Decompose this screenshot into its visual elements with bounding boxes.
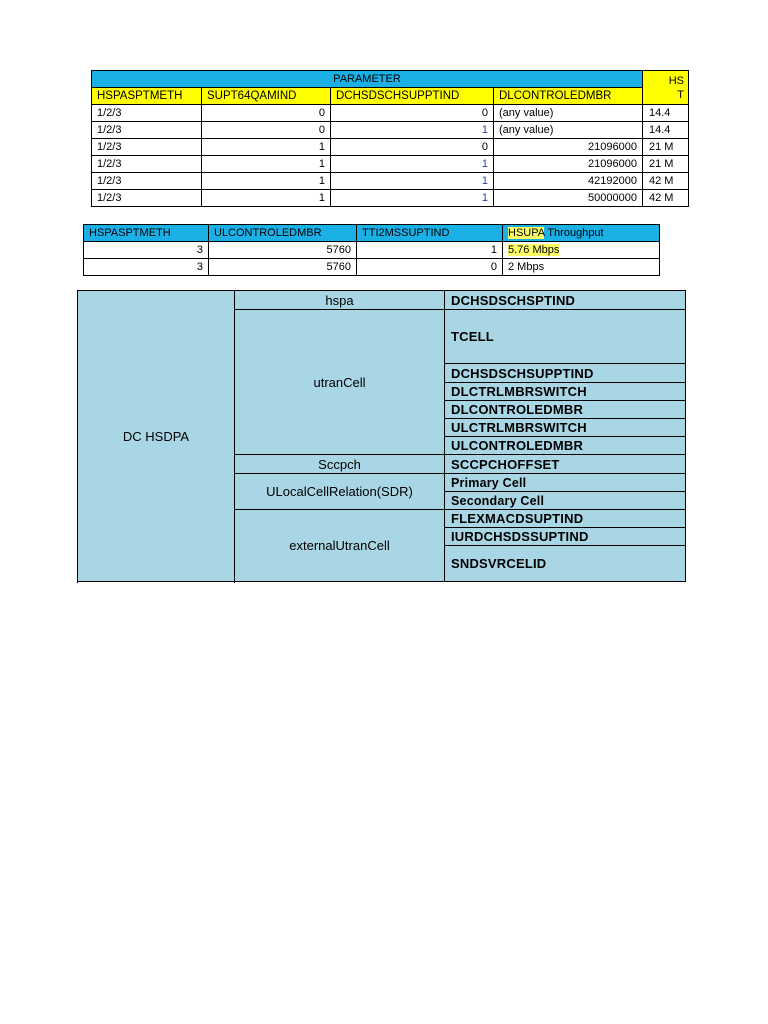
cell: 2 Mbps [503, 259, 660, 276]
cell [503, 242, 660, 259]
cell: 1 [357, 242, 503, 259]
cell: 1 [331, 156, 494, 173]
cell: 1/2/3 [92, 105, 202, 122]
cell: 1 [331, 122, 494, 139]
parameter-table [91, 70, 689, 207]
object-label: externalUtranCell [235, 510, 445, 582]
throughput-label: Throughput [544, 226, 604, 239]
col-header: HSPASPTMETH [84, 225, 209, 242]
cell: 0 [331, 139, 494, 156]
feature-label: DC HSDPA [78, 291, 235, 582]
cell: 1 [202, 139, 331, 156]
param-cell: TCELL [445, 310, 686, 364]
throughput-header-top: HS [668, 74, 684, 87]
col-header: TTI2MSSUPTIND [357, 225, 503, 242]
object-label: ULocalCellRelation(SDR) [235, 474, 445, 510]
cell: 0 [357, 259, 503, 276]
object-label: Sccpch [235, 455, 445, 474]
col-header: HSPASPTMETH [92, 88, 202, 105]
cell: 1 [331, 190, 494, 207]
cell: 42 M [643, 190, 689, 207]
cell: 3 [84, 259, 209, 276]
param-cell: DLCTRLMBRSWITCH [445, 383, 686, 401]
param-cell: FLEXMACDSUPTIND [445, 510, 686, 528]
cell: 1/2/3 [92, 156, 202, 173]
cell: 3 [84, 242, 209, 259]
dc-hsdpa-table [77, 290, 686, 582]
cell: 5760 [209, 259, 357, 276]
throughput-header-cut [643, 71, 689, 105]
table-row [92, 105, 689, 122]
col-header: ULCONTROLEDMBR [209, 225, 357, 242]
param-cell: SCCPCHOFFSET [445, 455, 686, 474]
cell: 21096000 [494, 156, 643, 173]
cell: 14.4 [643, 122, 689, 139]
cell: 1 [331, 173, 494, 190]
cell: 42 M [643, 173, 689, 190]
table-row [92, 122, 689, 139]
param-cell: ULCONTROLEDMBR [445, 437, 686, 455]
table-row [84, 259, 660, 276]
uplink-table [83, 224, 660, 276]
column-header-row [84, 225, 660, 242]
table-row [78, 291, 686, 310]
cell: 0 [202, 105, 331, 122]
cell: (any value) [494, 122, 643, 139]
cell: 5760 [209, 242, 357, 259]
throughput-header-bottom: T [677, 88, 684, 101]
col-header: DLCONTROLEDMBR [494, 88, 643, 105]
cell: 21 M [643, 156, 689, 173]
object-label: hspa [235, 291, 445, 310]
table-row [84, 242, 660, 259]
cell: 1/2/3 [92, 190, 202, 207]
param-cell: ULCTRLMBRSWITCH [445, 419, 686, 437]
col-header: DCHSDSCHSUPPTIND [331, 88, 494, 105]
cell: 1 [202, 156, 331, 173]
param-cell: IURDCHSDSSUPTIND [445, 528, 686, 546]
column-header-row [92, 88, 689, 105]
object-label: utranCell [235, 310, 445, 455]
table-row [92, 156, 689, 173]
parameter-group-header: PARAMETER [92, 71, 643, 88]
table-row [92, 173, 689, 190]
table-row [92, 139, 689, 156]
cell: 1/2/3 [92, 173, 202, 190]
cell: 14.4 [643, 105, 689, 122]
cell: 50000000 [494, 190, 643, 207]
col-header-throughput [503, 225, 660, 242]
cell: 0 [202, 122, 331, 139]
col-header: SUPT64QAMIND [202, 88, 331, 105]
param-cell: SNDSVRCELID [445, 546, 686, 582]
param-cell: DCHSDSCHSPTIND [445, 291, 686, 310]
throughput-value: 5.76 Mbps [508, 243, 560, 256]
cell: 1/2/3 [92, 122, 202, 139]
cell: 0 [331, 105, 494, 122]
table-row [92, 190, 689, 207]
param-cell: DLCONTROLEDMBR [445, 401, 686, 419]
cell: 21096000 [494, 139, 643, 156]
param-cell: Secondary Cell [445, 492, 686, 510]
hsupa-highlight: HSUPA [508, 226, 545, 239]
cell: 42192000 [494, 173, 643, 190]
cell: 1 [202, 190, 331, 207]
cell: 1 [202, 173, 331, 190]
cell: (any value) [494, 105, 643, 122]
table-header-row [92, 71, 689, 88]
cell: 21 M [643, 139, 689, 156]
cell: 1/2/3 [92, 139, 202, 156]
param-cell: Primary Cell [445, 474, 686, 492]
param-cell: DCHSDSCHSUPPTIND [445, 364, 686, 383]
